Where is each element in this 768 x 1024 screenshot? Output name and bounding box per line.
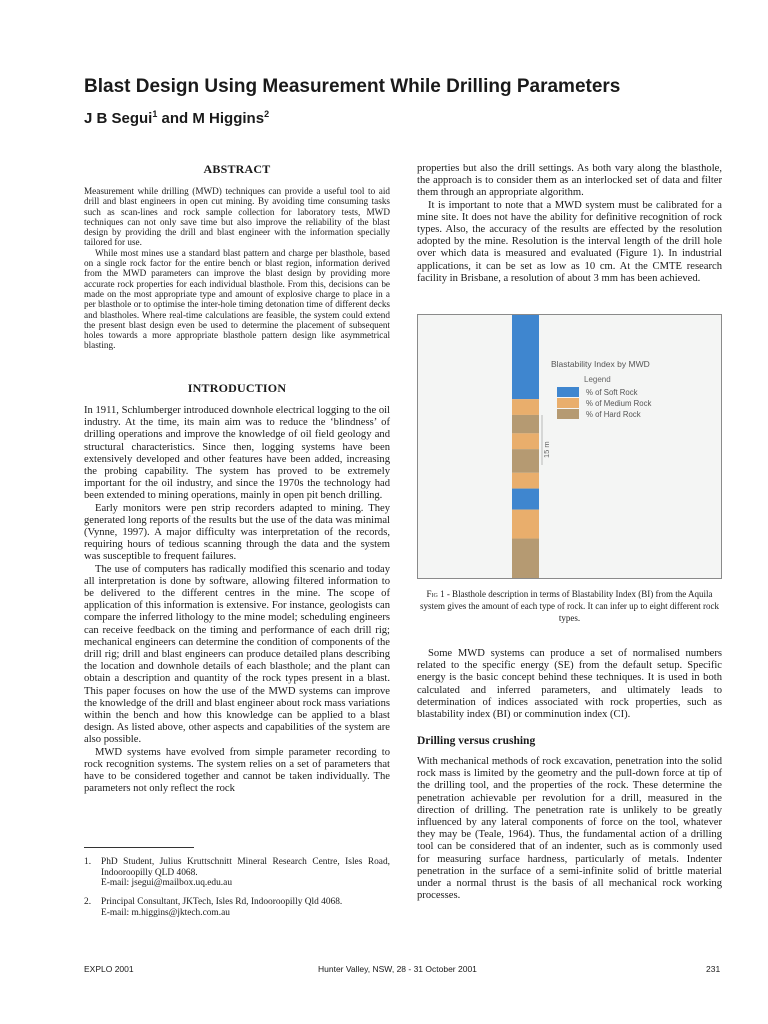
introduction-section <box>84 381 390 796</box>
legend-swatch-soft <box>557 387 579 397</box>
author-1: J B Segui <box>84 110 153 127</box>
author-joiner: and <box>157 110 193 127</box>
body-paragraph: properties but also the drill settings. As both vary along the blasthole, the approach is to consider them as an interlocked set of data and filter them through an appropriate algorithm. <box>417 163 722 199</box>
footnote-text: Principal Consultant, JKTech, Isles Rd, Indooroopilly Qld 4068. <box>101 897 343 907</box>
right-column-top <box>417 163 722 285</box>
footnote-rule <box>84 847 194 848</box>
column-segment-medium <box>512 510 539 539</box>
left-column <box>84 162 390 351</box>
column-segment-medium <box>512 473 539 489</box>
footer-conference: EXPLO 2001 <box>84 964 134 974</box>
abstract-paragraph: Measurement while drilling (MWD) techniques can provide a useful tool to aid drill and blast engineers in open cut mining. By avoiding time consuming tasks such as scan-lines and rock sample collection for laboratory tests, MWD techniques can not only save time but also improve the reliability of the blast design by providing the drill and blast engineer with the information specially tailored for use. <box>84 186 390 248</box>
legend-title: Legend <box>584 375 611 384</box>
figure-caption <box>417 588 722 624</box>
figure-title: Blastability Index by MWD <box>551 359 650 369</box>
column-segment-soft <box>512 489 539 510</box>
footnote-number: 2. <box>84 897 92 907</box>
blastability-chart <box>418 315 721 578</box>
caption-prefix: Fig <box>426 589 438 599</box>
legend-label-soft: % of Soft Rock <box>586 388 638 397</box>
column-segment-soft <box>512 315 539 399</box>
column-segment-medium <box>512 399 539 415</box>
legend-label-hard: % of Hard Rock <box>586 410 641 419</box>
intro-paragraph: MWD systems have evolved from simple parameter recording to rock recognition systems. The system relies on a set of parameters that have to be considered together and cannot be taken individually. The parameters not only reflect the rock <box>84 746 390 795</box>
blasthole-column <box>512 315 539 578</box>
column-segment-hard <box>512 539 539 578</box>
column-segment-medium <box>512 433 539 449</box>
author-1-mark: 1 <box>152 109 158 119</box>
intro-paragraph: Early monitors were pen strip recorders adapted to mining. They generated long reports of the results but the use of the data was minimal (Vynne, 1997). A major difficulty was interpretation of the records, requiring hours of tedious scanning through the data and the system was susceptible to frequent failures. <box>84 502 390 563</box>
footer-page-number: 231 <box>706 964 721 974</box>
scale-label: 15 m <box>542 441 551 458</box>
author-2-mark: 2 <box>264 109 270 119</box>
author-line <box>84 109 269 127</box>
figure-1 <box>417 314 722 579</box>
abstract-heading: ABSTRACT <box>203 162 271 176</box>
caption-text: 1 - Blasthole description in terms of Blastability Index (BI) from the Aquila system gives the amount of each type of rock. It can infer up to eight different rock types. <box>420 589 719 623</box>
legend-swatch-hard <box>557 409 579 419</box>
footer-venue: Hunter Valley, NSW, 28 - 31 October 2001 <box>318 964 477 974</box>
footnote-text: PhD Student, Julius Kruttschnitt Mineral Research Centre, Isles Road, Indooroopilly QLD 4068. <box>101 857 390 878</box>
legend-label-medium: % of Medium Rock <box>586 399 652 408</box>
footnote-email: E-mail: m.higgins@jktech.com.au <box>101 907 230 918</box>
footnote-number: 1. <box>84 857 92 867</box>
legend-swatch-medium <box>557 398 579 408</box>
column-segment-hard <box>512 449 539 473</box>
column-segment-hard <box>512 415 539 433</box>
author-2: M Higgins <box>192 110 265 127</box>
footnote-email: E-mail: jsegui@mailbox.uq.edu.au <box>101 878 233 889</box>
footnote <box>84 897 390 918</box>
section-subheading: Drilling versus crushing <box>417 735 536 747</box>
right-column-middle <box>417 648 722 721</box>
introduction-heading: INTRODUCTION <box>187 381 287 395</box>
body-paragraph: Some MWD systems can produce a set of normalised numbers related to the specific energy (SE) from the default setup. Specific energy is the basic concept behind these techniques. It is used in both calculated and inferred parameters, and ultimately leads to determination of indices associated with rock properties, such as blastability index (BI) or comminution index (CI). <box>417 648 722 721</box>
right-column-bottom <box>417 756 722 902</box>
paper-title: Blast Design Using Measurement While Drilling Parameters <box>84 76 621 97</box>
intro-paragraph: In 1911, Schlumberger introduced downhole electrical logging to the oil industry. At the time, its main aim was to reduce the ‘blindness’ of drilling operations and improve the knowledge of oil field geology and structural characteristics. Since then, logging systems have been extensively developed and other features have been added, increasing the probing capability. The system has proved to be extremely important for the oil industry, and since the 1970s the technology had been extended to mining operations, mainly in open pit bench drilling. <box>84 405 390 502</box>
body-paragraph: It is important to note that a MWD system must be calibrated for a mine site. It does not have the ability for definitive recognition of rock types. Also, the accuracy of the results are effected by the resolution adopted by the mine. Resolution is the interval length of the drill hole over which data is measured and evaluated (Figure 1). In industrial applications, it can be set as low as 10 cm. At the CMTE research facility in Brisbane, a resolution of about 3 mm has been achieved. <box>417 199 722 284</box>
footnote <box>84 857 390 889</box>
intro-paragraph: The use of computers has radically modified this scenario and today all interpretation is done by software, allowing filtered information to be delivered to the different centres in the mine. The scope of application of this information is extensive. For instance, geologists can compare the inferred lithology to the mine model; scheduling engineers can receive feedback on the timing and performance of each drill rig; mechanical engineers can determine the condition of components of the drill rig; drill and blast engineers can produce detailed plans describing the location and downhole details of each blasthole; and the plant can obtain a description and quantity of the rock types present in a blast. This paper focuses on how the use of the MWD systems can improve the knowledge of the drill and blast engineer about rock mass variations within the bench and how this knowledge can be applied to a blast design. As listed above, other aspects and capabilities of the system are also possible. <box>84 563 390 746</box>
abstract-paragraph: While most mines use a standard blast pattern and charge per blasthole, based on a single rock factor for the entire bench or blast region, information derived from the MWD parameters can improve the blast design by providing more accurate rock properties for each individual blasthole. From this, decisions can be made on the most appropriate type and amount of explosive charge to place in a per blasthole or to optimise the inter-hole timing detonation time of different decks and blastholes. Where real-time calculations are feasible, the system could extend the present blast design even be used to determine the placement of subsequent holes towards a more appropriate blasthole pattern design like asymmetrical blasting. <box>84 247 390 351</box>
body-paragraph: With mechanical methods of rock excavation, penetration into the solid rock mass is limited by the geometry and the pull-down force at tip of the drilling tool, and the properties of the rock. These determine the penetration achievable per revolution for a drill, measured in the direction of drilling. The penetration rate is unlikely to be greatly influenced by any lateral components of force on the tool, whatever they may be (Teale, 1964). Thus, the fundamental action of a drilling tool can be considered that of an indenter, such as is commonly used for measuring surface hardness, particularly of metals. Indenter penetration in the surface of a semi-infinite solid of brittle material under a normal thrust is the basis of all mechanical rock working processes. <box>417 756 722 902</box>
